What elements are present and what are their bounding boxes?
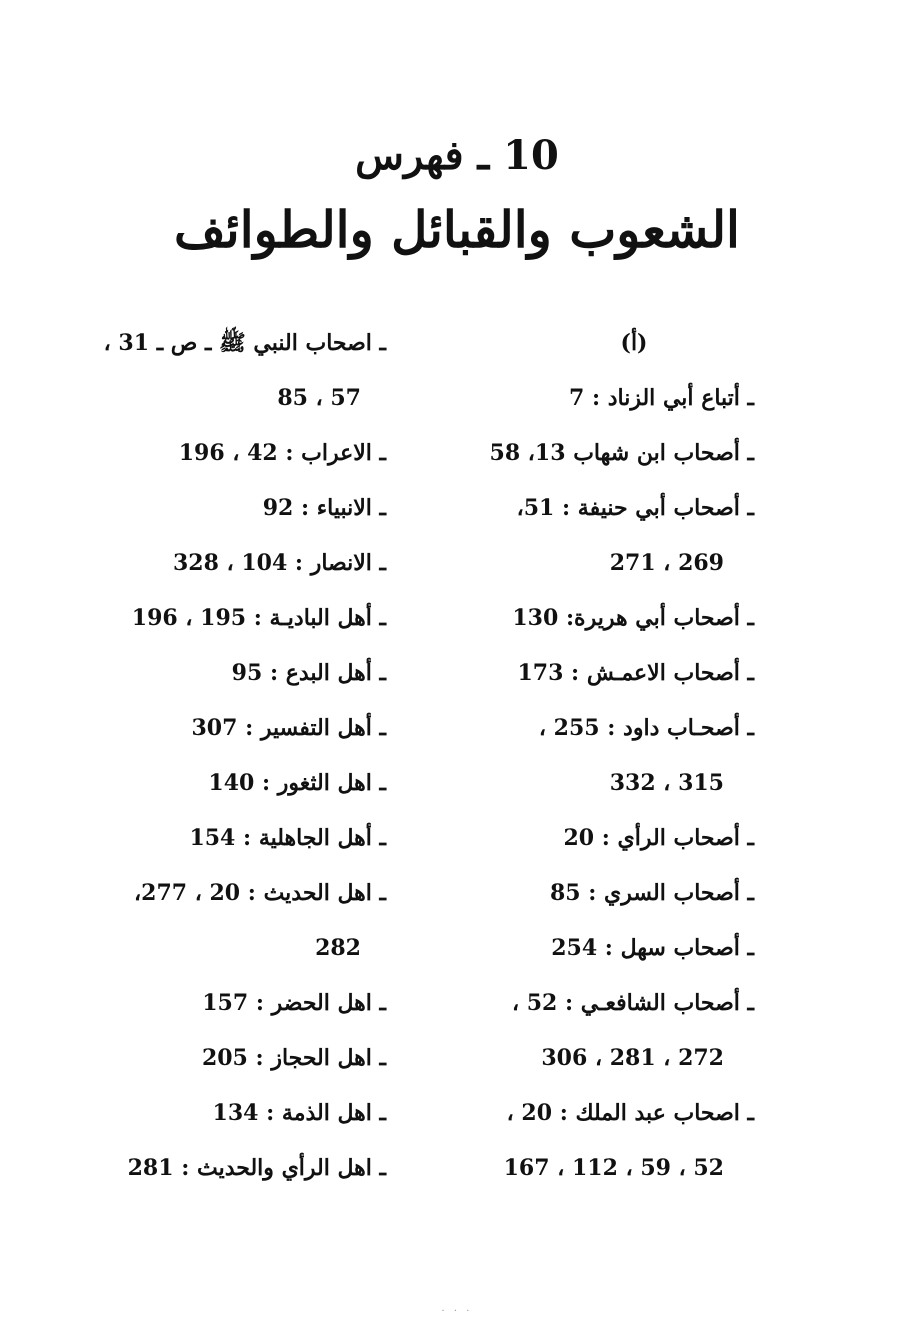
footer-marks: · · · [441, 1306, 473, 1317]
index-section-number: 10 ـ فهرس [355, 132, 559, 179]
index-column-left [56, 316, 386, 1196]
index-entry: ـ الاعراب : 42 ، 196 [178, 440, 386, 466]
index-entry: ـ اهل الحجاز : 205 [201, 1045, 386, 1071]
index-entry: ـ أصحاب سهل : 254 [551, 935, 754, 961]
index-entry: ـ اهل الحضر : 157 [202, 990, 386, 1016]
index-entry-continuation: 52 ، 59 ، 112 ، 167 [503, 1155, 724, 1181]
index-entry: ـ الانبياء : 92 [262, 495, 386, 521]
index-entry: ـ اهل الذمة : 134 [212, 1100, 386, 1126]
index-entry: ـ أهل التفسير : 307 [191, 715, 386, 741]
page-title: الشعوب والقبائل والطوائف [174, 200, 740, 259]
index-entry: ـ اصحاب عبد الملك : 20 ، [506, 1100, 754, 1126]
index-entry: ـ أهل الباديـة : 195 ، 196 [131, 605, 386, 631]
index-entry: ـ أصحـاب داود : 255 ، [538, 715, 754, 741]
index-entry-continuation: 269 ، 271 [609, 550, 724, 576]
index-entry: ـ أصحاب ابن شهاب 13، 58 [489, 440, 754, 466]
index-entry-continuation: 272 ، 281 ، 306 [541, 1045, 724, 1071]
index-column-right [454, 316, 754, 1196]
index-entry: ـ اصحاب النبي ﷺ ـ ص ـ 31 ، [103, 330, 386, 356]
index-entry: ـ أتباع أبي الزناد : 7 [568, 385, 754, 411]
index-entry-continuation: 315 ، 332 [609, 770, 724, 796]
index-entry-continuation: 57 ، 85 [277, 385, 361, 411]
index-entry: ـ الانصار : 104 ، 328 [172, 550, 386, 576]
index-entry: ـ أصحاب الشافعـي : 52 ، [511, 990, 754, 1016]
index-entry: ـ أصحاب أبي حنيفة : 51، [516, 495, 754, 521]
index-entry: ـ أصحاب السري : 85 [549, 880, 754, 906]
index-entry: ـ اهل الرأي والحديث : 281 [127, 1155, 386, 1181]
index-entry: ـ اهل الثغور : 140 [208, 770, 386, 796]
index-entry: ـ أصحاب الاعمـش : 173 [517, 660, 754, 686]
index-entry: ـ اهل الحديث : 20 ، 277، [134, 880, 386, 906]
index-entry: ـ أصحاب أبي هريرة: 130 [512, 605, 754, 631]
index-entry: ـ أصحاب الرأي : 20 [563, 825, 754, 851]
index-letter-heading: (أ) [620, 330, 648, 356]
index-entry-continuation: 282 [315, 935, 361, 961]
index-entry: ـ أهل البدع : 95 [231, 660, 386, 686]
index-entry: ـ أهل الجاهلية : 154 [189, 825, 386, 851]
